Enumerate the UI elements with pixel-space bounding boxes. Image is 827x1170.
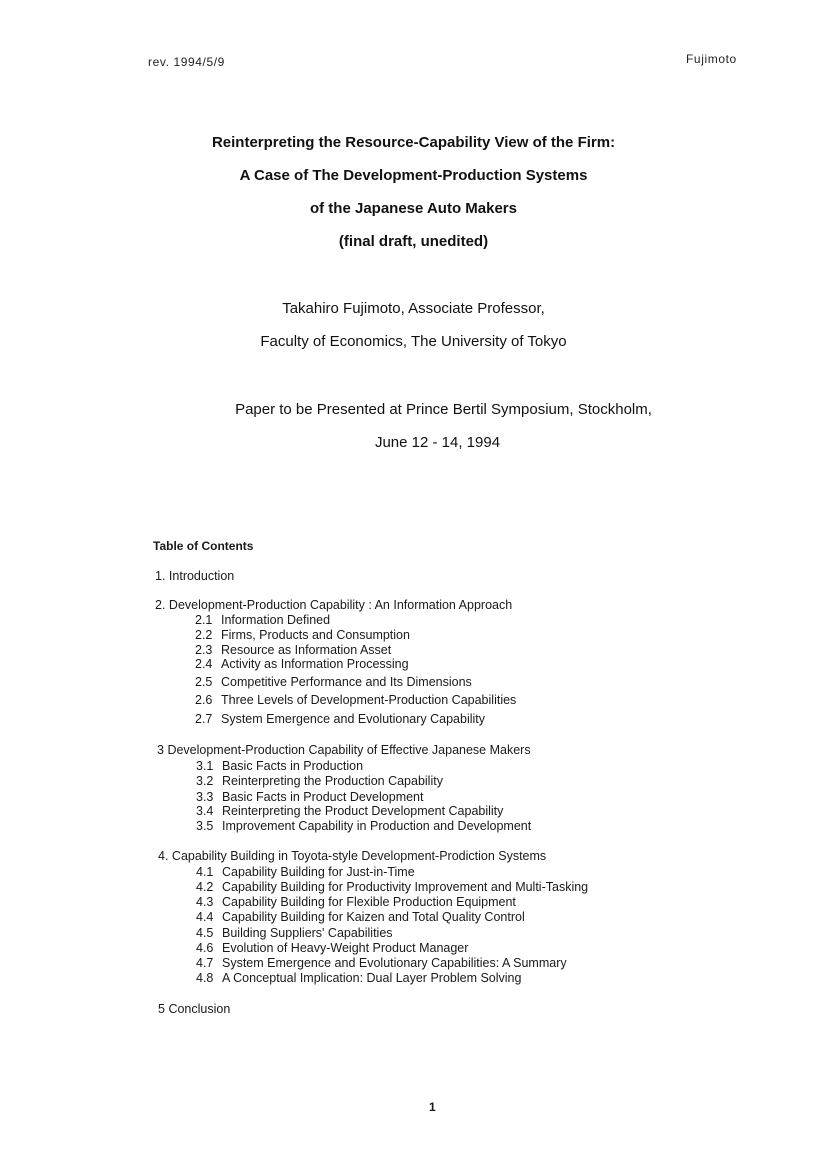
toc-subsection-label: Capability Building for Flexible Production Equipment (222, 895, 516, 909)
toc-subsection-number: 2.1 (195, 613, 213, 627)
toc-section-label: Development-Production Capability of Effective Japanese Makers (167, 743, 531, 757)
toc-subsection-number: 2.2 (195, 628, 213, 642)
toc-heading: Table of Contents (153, 539, 254, 553)
toc-section-label: Conclusion (168, 1002, 231, 1016)
toc-section-1 (155, 569, 234, 583)
toc-subsection-label: Basic Facts in Product Development (222, 790, 424, 804)
toc-section-number: 4. (158, 849, 169, 863)
toc-subsection-number: 2.5 (195, 675, 213, 689)
toc-subsection-label: Capability Building for Kaizen and Total Quality Control (222, 910, 525, 924)
toc-section-label: Capability Building in Toyota-style Development-Prodiction Systems (171, 849, 547, 863)
toc-subsection-label: System Emergence and Evolutionary Capability (221, 712, 486, 726)
toc-section-2 (155, 598, 512, 612)
toc-subsection-number: 3.5 (196, 819, 214, 833)
toc-section-label: Introduction (168, 569, 235, 583)
title-line-2: A Case of The Development-Production Systems (239, 167, 588, 184)
title-line-4: (final draft, unedited) (338, 233, 489, 250)
toc-section-5 (158, 1002, 230, 1016)
toc-subsection-label: A Conceptual Implication: Dual Layer Problem Solving (222, 971, 522, 985)
toc-subsection-2-7 (195, 712, 485, 726)
toc-subsection-2-6 (195, 693, 516, 707)
title-line-3: of the Japanese Auto Makers (309, 200, 517, 217)
revision-date: rev. 1994/5/9 (148, 55, 225, 69)
toc-subsection-2-3 (195, 643, 391, 657)
toc-subsection-number: 4.2 (196, 880, 214, 894)
toc-subsection-4-2 (196, 880, 588, 894)
author-affiliation: Faculty of Economics, The University of Tokyo (260, 333, 567, 350)
toc-section-number: 2. (155, 598, 166, 612)
toc-subsection-4-7 (196, 956, 567, 970)
toc-subsection-4-5 (196, 926, 393, 940)
toc-subsection-2-4 (195, 657, 409, 671)
event-line-1: Paper to be Presented at Prince Bertil Symposium, Stockholm, (235, 401, 652, 418)
toc-subsection-number: 4.5 (196, 926, 214, 940)
toc-subsection-number: 2.7 (195, 712, 213, 726)
toc-subsection-label: System Emergence and Evolutionary Capabilities: A Summary (222, 956, 567, 970)
toc-subsection-label: Improvement Capability in Production and Development (222, 819, 532, 833)
toc-subsection-number: 4.3 (196, 895, 214, 909)
toc-subsection-label: Information Defined (221, 613, 331, 627)
toc-subsection-label: Three Levels of Development-Production Capabilities (221, 693, 517, 707)
toc-subsection-number: 4.8 (196, 971, 214, 985)
event-date: June 12 - 14, 1994 (374, 434, 501, 451)
toc-subsection-number: 4.6 (196, 941, 214, 955)
toc-subsection-4-3 (196, 895, 516, 909)
toc-section-number: 5 (158, 1002, 165, 1016)
toc-subsection-3-5 (196, 819, 531, 833)
toc-subsection-number: 2.3 (195, 643, 213, 657)
header-author: Fujimoto (686, 52, 737, 66)
toc-subsection-label: Resource as Information Asset (221, 643, 392, 657)
toc-subsection-number: 2.6 (195, 693, 213, 707)
toc-section-number: 1. (155, 569, 166, 583)
toc-subsection-4-6 (196, 941, 468, 955)
toc-section-label: Development-Production Capability : An Information Approach (168, 598, 513, 612)
toc-section-3 (157, 743, 531, 757)
page-number: 1 (429, 1100, 436, 1114)
toc-subsection-3-3 (196, 790, 423, 804)
toc-subsection-number: 4.7 (196, 956, 214, 970)
toc-subsection-label: Building Suppliers' Capabilities (222, 926, 393, 940)
toc-subsection-3-4 (196, 804, 503, 818)
toc-subsection-4-4 (196, 910, 525, 924)
title-line-1: Reinterpreting the Resource-Capability View of the Firm: (211, 134, 616, 151)
toc-subsection-number: 3.4 (196, 804, 214, 818)
toc-section-4 (158, 849, 546, 863)
toc-subsection-number: 3.1 (196, 759, 214, 773)
toc-subsection-number: 4.4 (196, 910, 214, 924)
toc-subsection-label: Activity as Information Processing (221, 657, 409, 671)
toc-subsection-number: 3.2 (196, 774, 214, 788)
toc-subsection-number: 3.3 (196, 790, 214, 804)
toc-subsection-label: Evolution of Heavy-Weight Product Manager (222, 941, 469, 955)
toc-subsection-label: Basic Facts in Production (222, 759, 364, 773)
toc-subsection-label: Reinterpreting the Production Capability (222, 774, 443, 788)
toc-subsection-2-1 (195, 613, 330, 627)
toc-subsection-2-5 (195, 675, 472, 689)
toc-subsection-label: Capability Building for Productivity Improvement and Multi-Tasking (222, 880, 589, 894)
author-name: Takahiro Fujimoto, Associate Professor, (282, 300, 545, 317)
toc-subsection-label: Firms, Products and Consumption (221, 628, 410, 642)
toc-subsection-4-8 (196, 971, 521, 985)
toc-subsection-label: Capability Building for Just-in-Time (222, 865, 415, 879)
toc-subsection-number: 2.4 (195, 657, 213, 671)
toc-subsection-3-2 (196, 774, 443, 788)
toc-section-number: 3 (157, 743, 164, 757)
toc-subsection-number: 4.1 (196, 865, 214, 879)
toc-subsection-4-1 (196, 865, 415, 879)
toc-subsection-label: Reinterpreting the Product Development Capability (222, 804, 504, 818)
toc-subsection-3-1 (196, 759, 363, 773)
toc-subsection-2-2 (195, 628, 410, 642)
toc-subsection-label: Competitive Performance and Its Dimensions (221, 675, 472, 689)
